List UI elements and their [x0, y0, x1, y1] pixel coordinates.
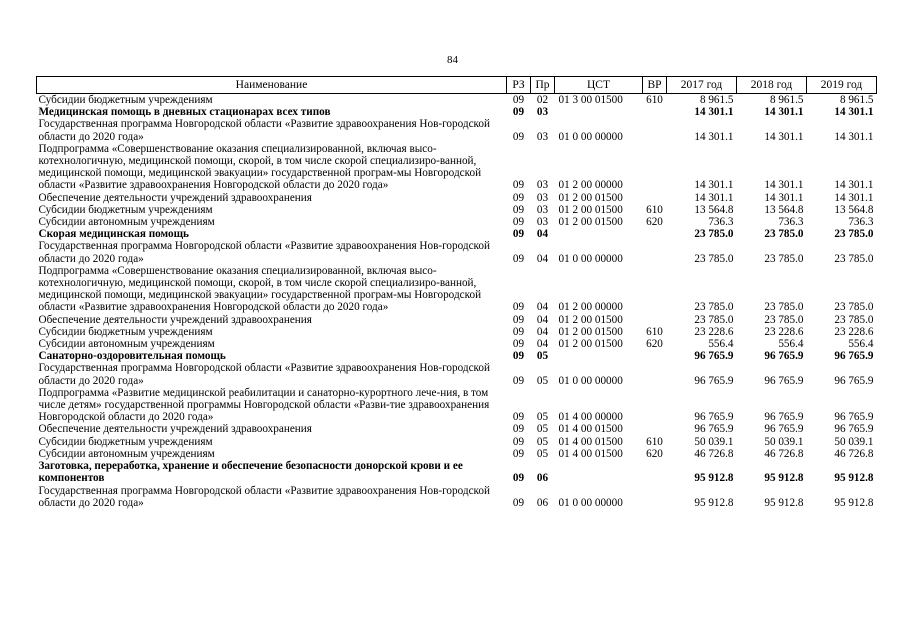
- row-2018: 8 961.5: [769, 94, 804, 106]
- header-2017: 2017 год: [667, 77, 737, 94]
- header-pr: Пр: [531, 77, 555, 94]
- table-row: [37, 387, 877, 424]
- row-rz: 09: [512, 228, 525, 241]
- row-rz: 09: [512, 216, 525, 229]
- row-rz: 09: [512, 374, 525, 387]
- header-rz: РЗ: [507, 77, 531, 94]
- row-pr: 04: [536, 338, 549, 351]
- row-vr: [643, 143, 667, 192]
- row-cst: [555, 106, 643, 118]
- row-2018: 96 765.9: [764, 423, 804, 436]
- row-cst: 01 2 00 01500: [558, 338, 623, 351]
- row-2017: 14 301.1: [694, 179, 734, 192]
- row-2017: 14 301.1: [694, 191, 734, 204]
- table-row: [37, 228, 877, 240]
- row-name: Государственная программа Новгородской области «Развитие здравоохранения Нов-городской области до 2020 года»: [38, 484, 490, 509]
- table-row: [37, 485, 877, 509]
- row-2018: 96 765.9: [764, 411, 804, 424]
- row-2018: 23 785.0: [764, 252, 804, 265]
- row-vr: [643, 192, 667, 204]
- row-pr: 05: [536, 350, 549, 363]
- table-row: [37, 240, 877, 264]
- table-row: [37, 216, 877, 228]
- row-2017: 95 912.8: [694, 472, 734, 485]
- row-2018: 14 301.1: [764, 106, 804, 119]
- row-2018: 50 039.1: [764, 435, 804, 448]
- row-2017: 13 564.8: [694, 203, 734, 216]
- budget-table: [36, 76, 877, 509]
- row-2019: 96 765.9: [834, 374, 874, 387]
- row-rz: 09: [512, 338, 525, 351]
- row-name: Субсидии автономным учреждениям: [38, 447, 215, 460]
- row-vr: 610: [646, 435, 663, 448]
- row-cst: 01 0 00 00000: [558, 374, 623, 387]
- row-vr: [643, 240, 667, 264]
- row-2019: 96 765.9: [834, 423, 874, 436]
- row-vr: [643, 106, 667, 118]
- row-2019: 8 961.5: [839, 94, 874, 106]
- row-rz: 09: [512, 301, 525, 314]
- row-name: Субсидии автономным учреждениям: [38, 216, 215, 229]
- row-pr: 04: [536, 325, 549, 338]
- row-rz: 09: [512, 313, 525, 326]
- row-pr: 06: [536, 496, 549, 509]
- row-cst: 01 4 00 01500: [558, 447, 623, 460]
- table-row: [37, 448, 877, 460]
- row-pr: 04: [536, 301, 549, 314]
- row-pr: 03: [536, 203, 549, 216]
- row-cst: 01 2 00 01500: [558, 313, 623, 326]
- row-pr: 06: [536, 472, 549, 485]
- row-vr: [643, 485, 667, 509]
- row-cst: 01 4 00 00000: [558, 411, 623, 424]
- row-2017: 46 726.8: [694, 447, 734, 460]
- row-pr: 03: [536, 216, 549, 229]
- row-2017: 23 228.6: [694, 325, 734, 338]
- row-pr: 05: [536, 423, 549, 436]
- table-row: [37, 143, 877, 192]
- row-vr: 610: [646, 94, 663, 106]
- row-2018: 14 301.1: [764, 191, 804, 204]
- row-rz: 09: [512, 130, 525, 143]
- row-cst: 01 2 00 01500: [558, 203, 623, 216]
- header-2019: 2019 год: [807, 77, 877, 94]
- row-rz: 09: [512, 423, 525, 436]
- row-2017: 95 912.8: [694, 496, 734, 509]
- row-cst: [555, 228, 643, 240]
- row-vr: [643, 423, 667, 435]
- row-2019: 13 564.8: [834, 203, 874, 216]
- row-2017: 8 961.5: [699, 94, 734, 106]
- row-vr: 620: [646, 447, 663, 460]
- row-pr: 03: [536, 106, 549, 119]
- row-2019: 23 785.0: [834, 313, 874, 326]
- row-vr: [643, 265, 667, 314]
- row-cst: 01 2 00 01500: [558, 191, 623, 204]
- row-2017: 556.4: [708, 338, 734, 351]
- row-2019: 96 765.9: [834, 411, 874, 424]
- row-2017: 50 039.1: [694, 435, 734, 448]
- row-rz: 09: [512, 179, 525, 192]
- table-row: [37, 362, 877, 386]
- row-cst: [555, 350, 643, 362]
- row-pr: 04: [536, 313, 549, 326]
- row-vr: 620: [646, 338, 663, 351]
- page-number: 84: [447, 54, 458, 66]
- row-2017: 736.3: [708, 216, 734, 229]
- table-row: [37, 265, 877, 314]
- row-name: Государственная программа Новгородской области «Развитие здравоохранения Нов-городской области до 2020 года»: [38, 362, 490, 387]
- row-cst: 01 4 00 01500: [558, 435, 623, 448]
- row-rz: 09: [512, 106, 525, 119]
- row-vr: [643, 314, 667, 326]
- row-2017: 23 785.0: [694, 301, 734, 314]
- row-2019: 23 228.6: [834, 325, 874, 338]
- row-name: Государственная программа Новгородской области «Развитие здравоохранения Нов-городской области до 2020 года»: [38, 118, 490, 143]
- row-rz: 09: [512, 252, 525, 265]
- table-body: [37, 94, 877, 509]
- row-2017: 14 301.1: [694, 106, 734, 119]
- row-2017: 23 785.0: [694, 252, 734, 265]
- row-rz: 09: [512, 496, 525, 509]
- row-name: Субсидии автономным учреждениям: [38, 338, 215, 351]
- table-row: [37, 350, 877, 362]
- row-2017: 23 785.0: [694, 228, 734, 241]
- header-name: Наименование: [37, 77, 507, 94]
- row-pr: 04: [536, 228, 549, 241]
- row-2018: 46 726.8: [764, 447, 804, 460]
- table-row: [37, 460, 877, 484]
- row-2019: 14 301.1: [834, 130, 874, 143]
- row-2018: 556.4: [778, 338, 804, 351]
- row-name: Скорая медицинская помощь: [38, 228, 189, 241]
- table-row: [37, 423, 877, 435]
- table-row: [37, 338, 877, 350]
- row-name: Субсидии бюджетным учреждениям: [38, 435, 213, 448]
- row-name: Субсидии бюджетным учреждениям: [38, 203, 213, 216]
- row-2017: 14 301.1: [694, 130, 734, 143]
- row-rz: 09: [512, 435, 525, 448]
- row-2018: 96 765.9: [764, 350, 804, 363]
- row-2017: 96 765.9: [694, 374, 734, 387]
- row-2018: 13 564.8: [764, 203, 804, 216]
- row-2019: 14 301.1: [834, 106, 874, 119]
- table-row: [37, 314, 877, 326]
- row-2018: 23 785.0: [764, 228, 804, 241]
- row-2018: 14 301.1: [764, 179, 804, 192]
- row-2019: 23 785.0: [834, 252, 874, 265]
- row-name: Санаторно-оздоровительная помощь: [38, 350, 226, 363]
- row-vr: 620: [646, 216, 663, 229]
- row-rz: 09: [512, 94, 525, 106]
- row-rz: 09: [512, 203, 525, 216]
- row-vr: [643, 118, 667, 142]
- row-2019: 736.3: [848, 216, 874, 229]
- row-pr: 05: [536, 447, 549, 460]
- row-vr: [643, 228, 667, 240]
- header-vr: ВР: [643, 77, 667, 94]
- row-vr: [643, 460, 667, 484]
- row-2019: 95 912.8: [834, 496, 874, 509]
- row-cst: 01 2 00 00000: [558, 301, 623, 314]
- table-row: [37, 118, 877, 142]
- row-2018: 95 912.8: [764, 496, 804, 509]
- row-name: Обеспечение деятельности учреждений здравоохранения: [38, 191, 312, 204]
- row-cst: 01 2 00 00000: [558, 179, 623, 192]
- row-name: Субсидии бюджетным учреждениям: [38, 94, 213, 106]
- row-2017: 23 785.0: [694, 313, 734, 326]
- row-vr: [643, 362, 667, 386]
- row-2019: 23 785.0: [834, 301, 874, 314]
- table-row: [37, 192, 877, 204]
- row-rz: 09: [512, 191, 525, 204]
- row-2018: 95 912.8: [764, 472, 804, 485]
- row-cst: 01 0 00 00000: [558, 252, 623, 265]
- table-row: [37, 106, 877, 118]
- row-cst: 01 0 00 00000: [558, 496, 623, 509]
- row-name: Медицинская помощь в дневных стационарах всех типов: [38, 106, 331, 119]
- row-rz: 09: [512, 447, 525, 460]
- table-header-row: [37, 77, 877, 94]
- row-vr: 610: [646, 203, 663, 216]
- row-cst: [555, 460, 643, 484]
- row-pr: 05: [536, 411, 549, 424]
- row-2019: 14 301.1: [834, 179, 874, 192]
- row-rz: 09: [512, 411, 525, 424]
- row-2019: 23 785.0: [834, 228, 874, 241]
- row-pr: 03: [536, 179, 549, 192]
- row-name: Подпрограмма «Совершенствование оказания специализированной, включая высо-котехнологичную, медицинской помощи, скорой, в том числе скорой специализиро-ванной, медицинской помощи, медицинской эвакуации» государственной програм-мы Новгородской области «Развитие здравоохранения Новгородской области до 2020 года»: [38, 142, 482, 192]
- table-row: [37, 94, 877, 107]
- row-2019: 95 912.8: [834, 472, 874, 485]
- row-2018: 736.3: [778, 216, 804, 229]
- row-name: Подпрограмма «Совершенствование оказания специализированной, включая высо-котехнологичную, медицинской помощи, скорой, в том числе скорой специализиро-ванной, медицинской помощи, медицинской эвакуации» государственной програм-мы Новгородской области «Развитие здравоохранения Новгородской области до 2020 года»: [38, 264, 482, 314]
- row-cst: 01 3 00 01500: [558, 94, 623, 106]
- row-name: Заготовка, переработка, хранение и обеспечение безопасности донорской крови и ее компонентов: [38, 460, 463, 485]
- row-rz: 09: [512, 325, 525, 338]
- header-cst: ЦСТ: [555, 77, 643, 94]
- row-rz: 09: [512, 472, 525, 485]
- row-vr: 610: [646, 325, 663, 338]
- row-pr: 05: [536, 435, 549, 448]
- row-cst: 01 0 00 00000: [558, 130, 623, 143]
- row-2019: 50 039.1: [834, 435, 874, 448]
- row-name: Подпрограмма «Развитие медицинской реабилитации и санаторно-курортного лече-ния, в том числе детям» государственной программы Новгородской области «Разви-тие здравоохранения Новгородской области до 2020 года»: [38, 386, 490, 424]
- table-row: [37, 436, 877, 448]
- row-cst: 01 4 00 01500: [558, 423, 623, 436]
- row-pr: 05: [536, 374, 549, 387]
- row-cst: 01 2 00 01500: [558, 325, 623, 338]
- row-2019: 14 301.1: [834, 191, 874, 204]
- row-name: Обеспечение деятельности учреждений здравоохранения: [38, 313, 312, 326]
- row-2018: 96 765.9: [764, 374, 804, 387]
- row-cst: 01 2 00 01500: [558, 216, 623, 229]
- table-row: [37, 204, 877, 216]
- table-row: [37, 326, 877, 338]
- row-name: Обеспечение деятельности учреждений здравоохранения: [38, 423, 312, 436]
- row-2019: 556.4: [848, 338, 874, 351]
- row-pr: 02: [536, 94, 549, 106]
- row-vr: [643, 350, 667, 362]
- row-2018: 23 228.6: [764, 325, 804, 338]
- row-2018: 14 301.1: [764, 130, 804, 143]
- row-rz: 09: [512, 350, 525, 363]
- row-2017: 96 765.9: [694, 411, 734, 424]
- row-pr: 03: [536, 191, 549, 204]
- row-2017: 96 765.9: [694, 423, 734, 436]
- header-2018: 2018 год: [737, 77, 807, 94]
- row-2018: 23 785.0: [764, 313, 804, 326]
- row-name: Государственная программа Новгородской области «Развитие здравоохранения Нов-городской области до 2020 года»: [38, 240, 490, 265]
- row-2018: 23 785.0: [764, 301, 804, 314]
- row-2019: 96 765.9: [834, 350, 874, 363]
- row-pr: 03: [536, 130, 549, 143]
- row-2019: 46 726.8: [834, 447, 874, 460]
- row-2017: 96 765.9: [694, 350, 734, 363]
- row-pr: 04: [536, 252, 549, 265]
- row-vr: [643, 387, 667, 424]
- row-name: Субсидии бюджетным учреждениям: [38, 325, 213, 338]
